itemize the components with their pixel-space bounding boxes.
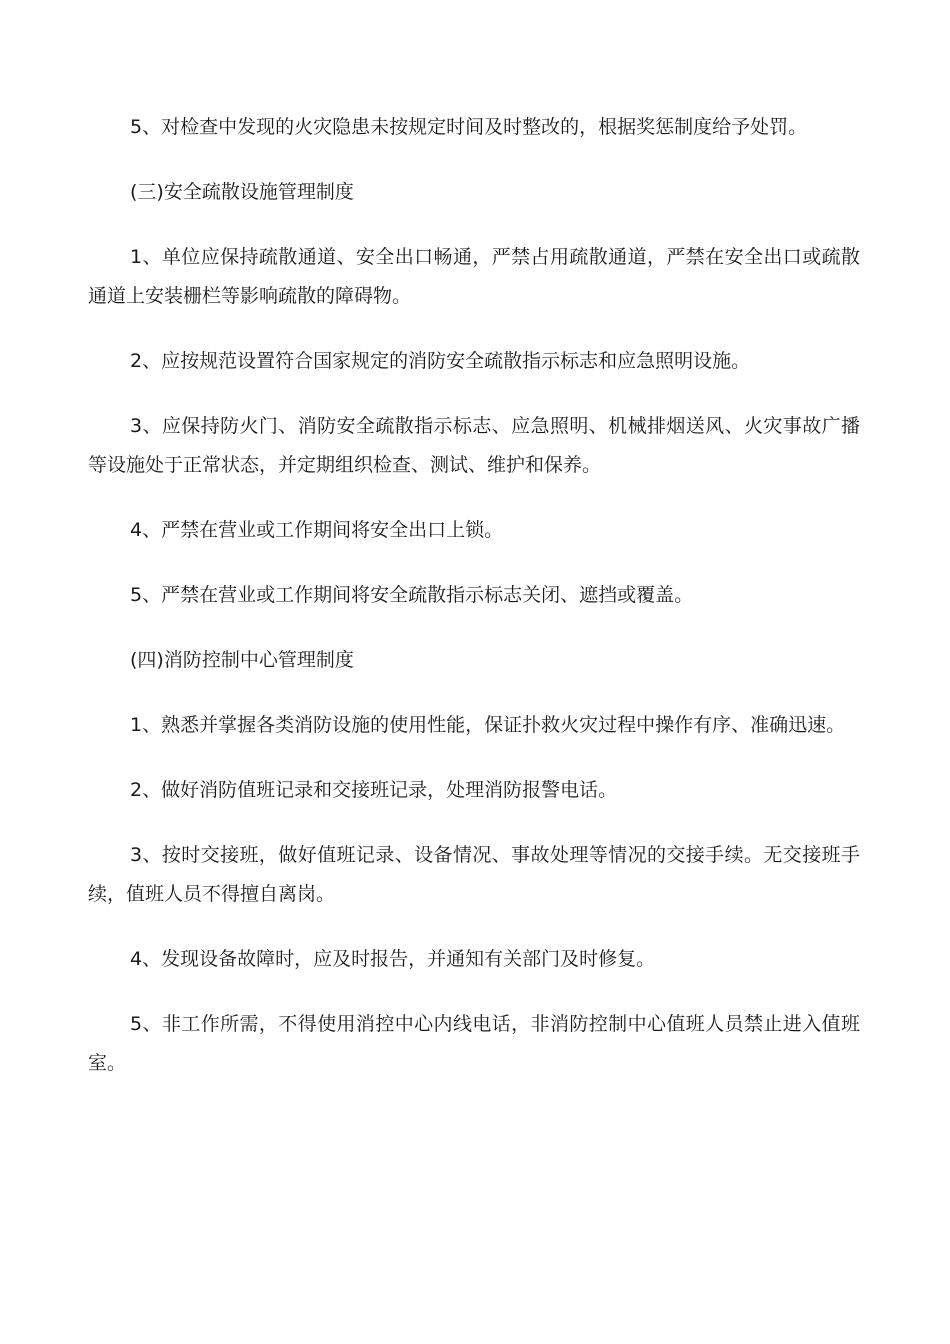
paragraph-evacuation-4: 4、严禁在营业或工作期间将安全出口上锁。 [130,519,504,541]
paragraph-control-center-1: 1、熟悉并掌握各类消防设施的使用性能，保证扑救火灾过程中操作有序、准确迅速。 [130,714,846,736]
paragraph-evacuation-3: 3、应保持防火门、消防安全疏散指示标志、应急照明、机械排烟送风、火灾事故广播等设施处于正常状态，并定期组织检查、测试、维护和保养。 [88,415,860,476]
paragraph-control-center-5: 5、非工作所需，不得使用消控中心内线电话，非消防控制中心值班人员禁止进入值班室。 [88,1013,860,1074]
paragraph-evacuation-2: 2、应按规范设置符合国家规定的消防安全疏散指示标志和应急照明设施。 [130,350,751,372]
section-heading-control-center: (四)消防控制中心管理制度 [130,649,354,671]
document-body [88,108,860,1109]
section-heading-evacuation: (三)安全疏散设施管理制度 [130,181,354,203]
paragraph-evacuation-5: 5、严禁在营业或工作期间将安全疏散指示标志关闭、遮挡或覆盖。 [130,584,694,606]
paragraph-control-center-3: 3、按时交接班，做好值班记录、设备情况、事故处理等情况的交接手续。无交接班手续，值班人员不得擅自离岗。 [88,844,860,905]
paragraph-control-center-2: 2、做好消防值班记录和交接班记录，处理消防报警电话。 [130,779,618,801]
paragraph-evacuation-1: 1、单位应保持疏散通道、安全出口畅通，严禁占用疏散通道，严禁在安全出口或疏散通道上安装栅栏等影响疏散的障碍物。 [88,246,860,307]
paragraph-control-center-4: 4、发现设备故障时，应及时报告，并通知有关部门及时修复。 [130,948,656,970]
paragraph-rectification-penalty: 5、对检查中发现的火灾隐患未按规定时间及时整改的，根据奖惩制度给予处罚。 [130,116,808,138]
